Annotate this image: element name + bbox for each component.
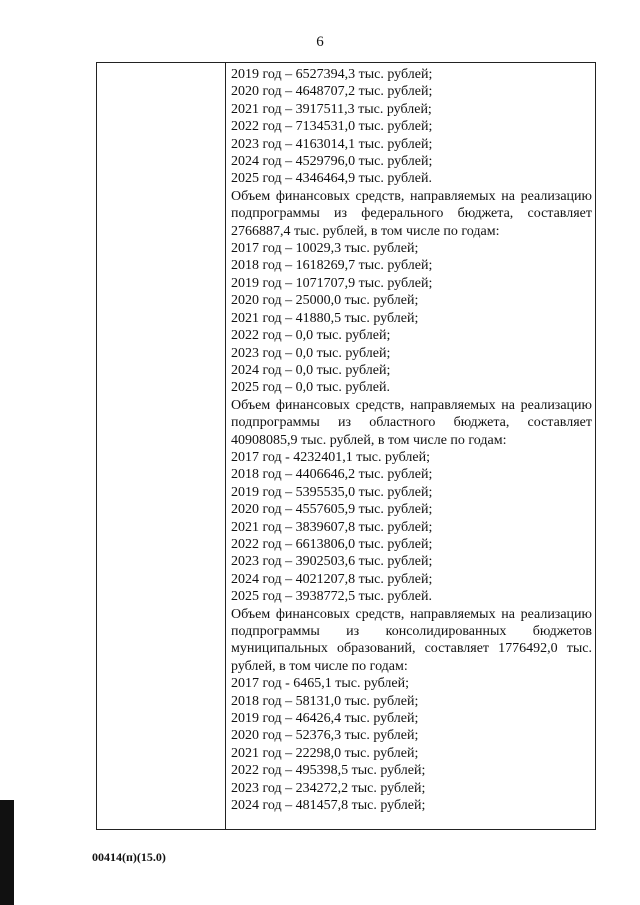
funding-table (96, 62, 596, 830)
year-line: 2020 год – 52376,3 тыс. рублей; (231, 728, 419, 744)
year-line: 2018 год – 4406646,2 тыс. рублей; (231, 467, 433, 483)
year-line: 2022 год – 6613806,0 тыс. рублей; (231, 536, 433, 552)
year-line: 2022 год – 7134531,0 тыс. рублей; (231, 119, 433, 135)
year-line: 2020 год – 4557605,9 тыс. рублей; (231, 502, 433, 518)
year-line: 2018 год – 1618269,7 тыс. рублей; (231, 258, 433, 274)
year-line: 2019 год – 1071707,9 тыс. рублей; (231, 275, 433, 291)
year-line: 2023 год – 4163014,1 тыс. рублей; (231, 136, 433, 152)
year-line: 2017 год - 4232401,1 тыс. рублей; (231, 449, 431, 465)
year-line: 2021 год – 3917511,3 тыс. рублей; (231, 101, 432, 117)
year-line: 2025 год – 4346464,9 тыс. рублей. (231, 171, 432, 187)
regional-by-year-list (231, 449, 592, 606)
funding-text-cell (231, 66, 592, 814)
year-line: 2025 год – 3938772,5 тыс. рублей. (231, 589, 432, 605)
year-line: 2020 год – 4648707,2 тыс. рублей; (231, 84, 433, 100)
year-line: 2018 год – 58131,0 тыс. рублей; (231, 693, 419, 709)
year-line: 2024 год – 4021207,8 тыс. рублей; (231, 571, 433, 587)
year-line: 2022 год – 495398,5 тыс. рублей; (231, 763, 426, 779)
column-divider (225, 63, 226, 829)
year-line: 2025 год – 0,0 тыс. рублей. (231, 380, 390, 396)
year-line: 2017 год - 6465,1 тыс. рублей; (231, 676, 410, 692)
year-line: 2021 год – 41880,5 тыс. рублей; (231, 310, 419, 326)
year-line: 2024 год – 4529796,0 тыс. рублей; (231, 154, 433, 170)
regional-budget-paragraph: Объем финансовых средств, направляемых на реализацию подпрограммы из областного бюджета, составляет 40908085,9 тыс. рублей, в том числе по годам: (231, 397, 592, 448)
year-line: 2024 год – 481457,8 тыс. рублей; (231, 798, 426, 814)
year-line: 2023 год – 234272,2 тыс. рублей; (231, 780, 426, 796)
year-line: 2019 год – 5395535,0 тыс. рублей; (231, 484, 433, 500)
total-by-year-list (231, 66, 592, 188)
year-line: 2021 год – 22298,0 тыс. рублей; (231, 745, 419, 761)
year-line: 2023 год – 0,0 тыс. рублей; (231, 345, 391, 361)
year-line: 2023 год – 3902503,6 тыс. рублей; (231, 554, 433, 570)
year-line: 2021 год – 3839607,8 тыс. рублей; (231, 519, 433, 535)
municipal-budget-paragraph: Объем финансовых средств, направляемых на реализацию подпрограммы из консолидированных бюджетов муниципальных образований, составляет 1776492,0 тыс. рублей, в том числе по годам: (231, 606, 592, 674)
federal-by-year-list (231, 240, 592, 397)
year-line: 2022 год – 0,0 тыс. рублей; (231, 328, 391, 344)
document-code: 00414(п)(15.0) (92, 850, 166, 864)
year-line: 2020 год – 25000,0 тыс. рублей; (231, 293, 419, 309)
year-line: 2024 год – 0,0 тыс. рублей; (231, 362, 391, 378)
federal-budget-paragraph: Объем финансовых средств, направляемых на реализацию подпрограммы из федерального бюджета, составляет 2766887,4 тыс. рублей, в том числе по годам: (231, 188, 592, 239)
scan-margin-bar (0, 800, 14, 905)
year-line: 2019 год – 6527394,3 тыс. рублей; (231, 67, 433, 82)
municipal-by-year-list (231, 675, 592, 814)
page-number: 6 (316, 34, 324, 50)
year-line: 2019 год – 46426,4 тыс. рублей; (231, 711, 419, 727)
year-line: 2017 год – 10029,3 тыс. рублей; (231, 241, 419, 257)
